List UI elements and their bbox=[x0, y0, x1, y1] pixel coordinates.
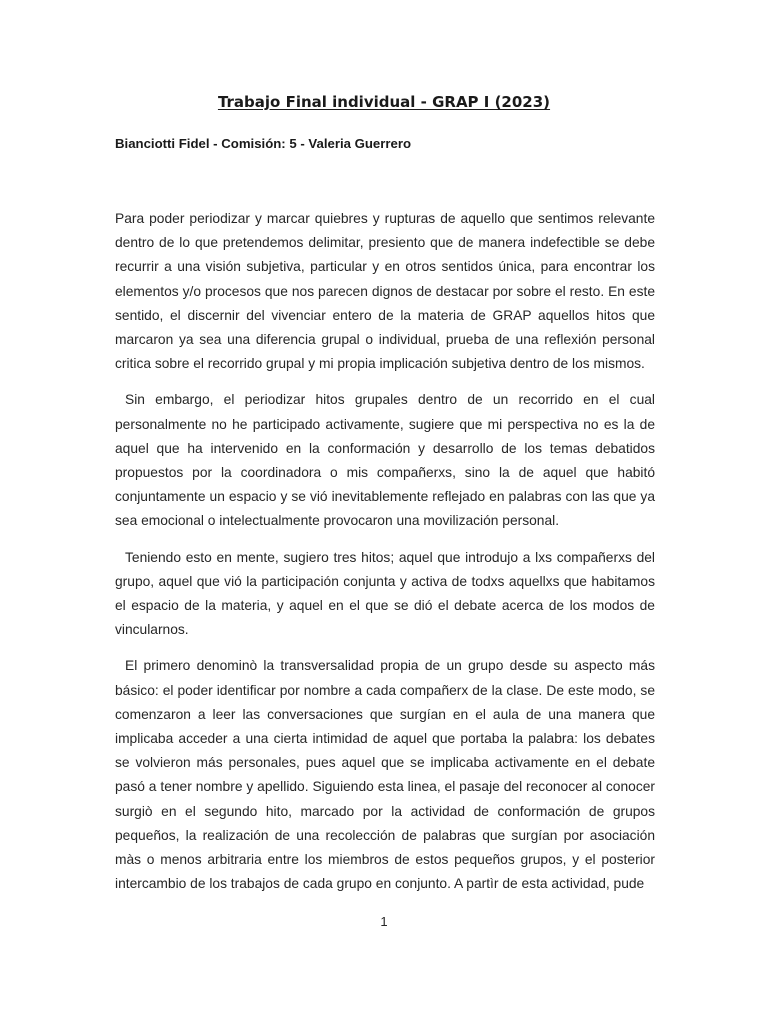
paragraph-3: Teniendo esto en mente, sugiero tres hitos; aquel que introdujo a lxs compañerxs del grupo, aquel que vió la participación conjunta y activa de todxs aquellxs que habitamos el espacio de la materia, y aquel en el que se dió el debate acerca de los modos de vincularnos. bbox=[115, 549, 655, 638]
paragraph-4: El primero denominò la transversalidad propia de un grupo desde su aspecto más básico: el poder identificar por nombre a cada compañerx de la clase. De este modo, se comenzaron a leer las conversaciones que surgían en el aula de una manera que implicaba acceder a una cierta intimidad de aquel que portaba la palabra: los debates se volvieron más personales, pues aquel que se implicaba activamente en el debate pasó a tener nombre y apellido. Siguiendo esta linea, el pasaje del reconocer al conocer surgiò en el segundo hito, marcado por la actividad de conformación de grupos pequeños, la realización de una recolección de palabras que surgían por asociación màs o menos arbitraria entre los miembros de estos pequeños grupos, y el posterior intercambio de los trabajos de cada grupo en conjunto. A partìr de esta actividad, pude bbox=[115, 658, 655, 892]
page-number: 1 bbox=[380, 914, 388, 929]
paragraph-2: Sin embargo, el periodizar hitos grupales dentro de un recorrido en el cual personalmente no he participado activamente, sugiere que mi perspectiva no es la de aquel que ha intervenido en la conformación y desarrollo de los temas debatidos propuestos por la coordinadora o mis compañerxs, sino la de aquel que habitó conjuntamente un espacio y se vió inevitablemente reflejado en palabras con las que ya sea emocional o intelectualmente provocaron una movilización personal. bbox=[115, 392, 655, 529]
document-title: Trabajo Final individual - GRAP I (2023) bbox=[217, 93, 551, 111]
document-body bbox=[115, 207, 655, 908]
paragraph-1: Para poder periodizar y marcar quiebres y rupturas de aquello que sentimos relevante dentro de lo que pretendemos delimitar, presiento que de manera indefectible se debe recurrir a una visión subjetiva, particular y en otros sentidos única, para encontrar los elementos y/o procesos que nos parecen dignos de destacar por sobre el resto. En este sentido, el discernir del vivenciar entero de la materia de GRAP aquellos hitos que marcaron ya sea una diferencia grupal o individual, prueba de una reflexión personal critica sobre el recorrido grupal y mi propia implicación subjetiva dentro de los mismos. bbox=[115, 211, 655, 372]
author-line: Bianciotti Fidel - Comisión: 5 - Valeria Guerrero bbox=[115, 136, 412, 151]
